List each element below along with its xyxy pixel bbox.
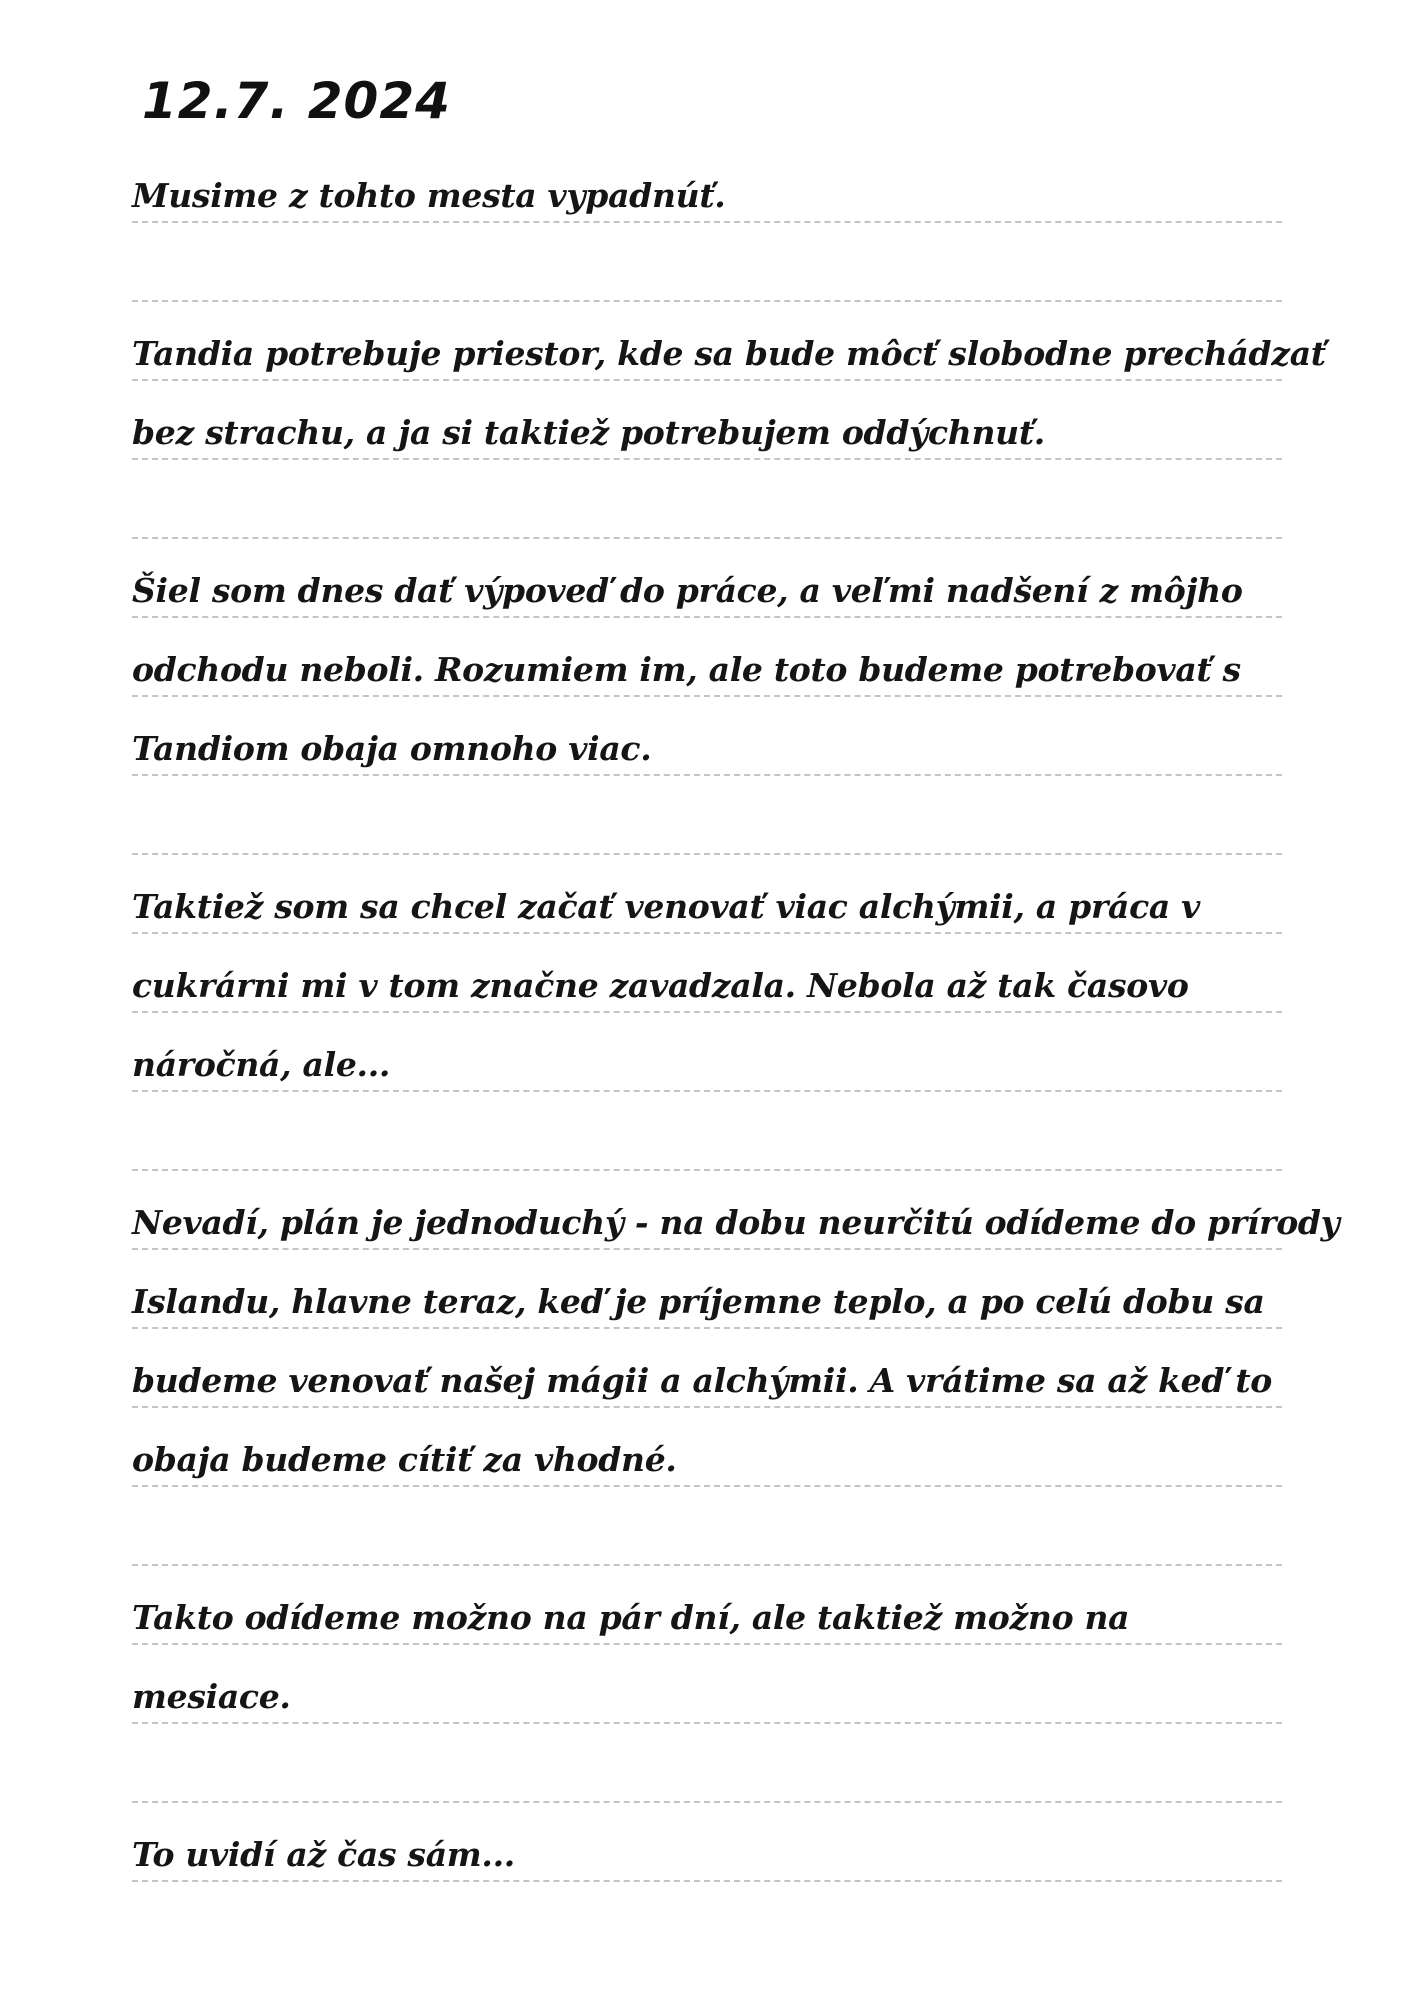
ruled-line [132, 381, 1282, 460]
ruled-line [132, 934, 1282, 1013]
ruled-line [132, 302, 1326, 381]
ruled-line [132, 1645, 1282, 1724]
journal-line-text: Islandu, hlavne teraz, keď je príjemne teplo, a po celú dobu sa [132, 1282, 1265, 1321]
journal-line-text: Tandiom obaja omnoho viac. [132, 729, 652, 768]
ruled-line [132, 1803, 1282, 1882]
journal-line-text: To uvidí až čas sám... [132, 1835, 515, 1874]
journal-line-text: budeme venovať našej mágii a alchýmii. A vrátime sa až keď to [132, 1361, 1272, 1400]
journal-line-text: bez strachu, a ja si taktiež potrebujem oddýchnuť. [132, 413, 1045, 452]
ruled-line [132, 1487, 1282, 1566]
ruled-line [132, 1408, 1282, 1487]
ruled-line [132, 1724, 1282, 1803]
journal-line-text: Musime z tohto mesta vypadnúť. [132, 176, 726, 215]
ruled-line [132, 1250, 1282, 1329]
ruled-line [132, 1171, 1340, 1250]
ruled-line [132, 1329, 1282, 1408]
journal-line-text: Takto odídeme možno na pár dní, ale taktiež možno na [132, 1598, 1130, 1637]
journal-line-text: obaja budeme cítiť za vhodné. [132, 1440, 677, 1479]
journal-line-text: cukrárni mi v tom značne zavadzala. Nebola až tak časovo [132, 966, 1189, 1005]
ruled-line [132, 144, 1282, 223]
ruled-line [132, 1092, 1282, 1171]
journal-line-text: Šiel som dnes dať výpoveď do práce, a veľmi nadšení z môjho [132, 571, 1243, 610]
ruled-line [132, 539, 1282, 618]
ruled-line [132, 223, 1282, 302]
ruled-line [132, 1013, 1282, 1092]
ruled-line [132, 618, 1282, 697]
ruled-line [132, 855, 1282, 934]
ruled-lines [132, 144, 1340, 1882]
journal-line-text: Tandia potrebuje priestor, kde sa bude môcť slobodne prechádzať [132, 334, 1326, 373]
ruled-line [132, 460, 1282, 539]
journal-line-text: mesiace. [132, 1677, 291, 1716]
journal-line-text: Nevadí, plán je jednoduchý - na dobu neurčitú odídeme do prírody [132, 1203, 1340, 1242]
journal-line-text: náročná, ale... [132, 1045, 391, 1084]
ruled-line [132, 697, 1282, 776]
journal-date: 12.7. 2024 [142, 72, 451, 130]
journal-line-text: Taktiež som sa chcel začať venovať viac alchýmii, a práca v [132, 887, 1201, 926]
journal-line-text: odchodu neboli. Rozumiem im, ale toto budeme potrebovať s [132, 650, 1241, 689]
ruled-line [132, 1566, 1282, 1645]
ruled-line [132, 776, 1282, 855]
